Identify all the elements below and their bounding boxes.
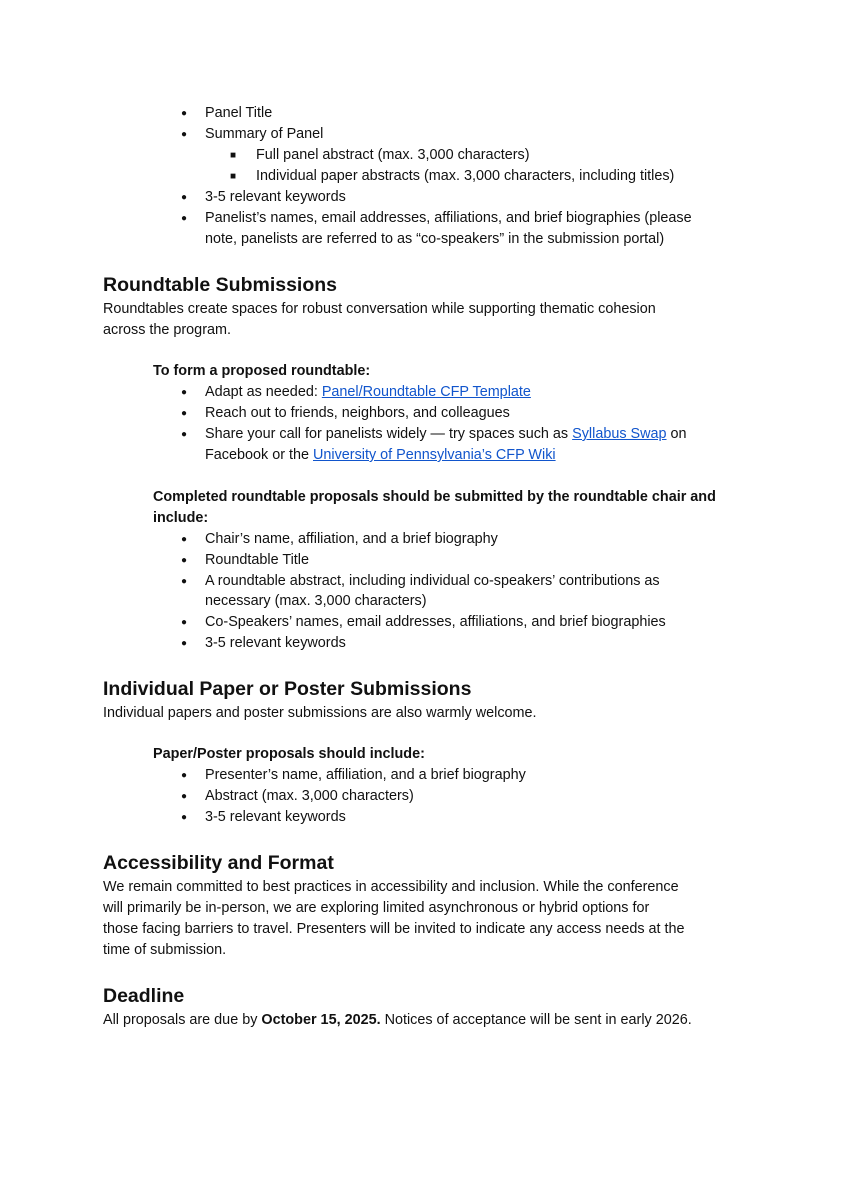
subheading: Paper/Poster proposals should include: xyxy=(153,746,425,762)
upenn-cfp-wiki-link[interactable]: University of Pennsylvania’s CFP Wiki xyxy=(313,447,556,463)
list-item: Panel Title xyxy=(205,105,273,121)
section-heading: Roundtable Submissions xyxy=(103,274,338,296)
list-item-text: on xyxy=(666,426,687,442)
paragraph-line xyxy=(103,1010,692,1031)
bullet-icon: ● xyxy=(181,192,188,203)
bullet-icon: ● xyxy=(181,408,188,419)
syllabus-swap-link[interactable]: Syllabus Swap xyxy=(572,426,667,442)
list-item: Reach out to friends, neighbors, and colleagues xyxy=(205,405,510,421)
list-item: Presenter’s name, affiliation, and a brief biography xyxy=(205,767,526,783)
subheading: Completed roundtable proposals should be submitted by the roundtable chair and xyxy=(153,489,716,505)
bullet-icon: ● xyxy=(181,129,188,140)
bullet-icon: ● xyxy=(181,429,188,440)
deadline-date: October 15, 2025. xyxy=(261,1012,381,1028)
list-item: Abstract (max. 3,000 characters) xyxy=(205,788,414,804)
list-item: Roundtable Title xyxy=(205,552,310,568)
bullet-icon: ● xyxy=(181,812,188,823)
paragraph-line: Roundtables create spaces for robust conversation while supporting thematic cohesion xyxy=(103,301,656,317)
paragraph-line: Individual papers and poster submissions are also warmly welcome. xyxy=(103,705,537,721)
square-bullet-icon: ■ xyxy=(230,171,237,182)
list-item: A roundtable abstract, including individual co-speakers’ contributions as xyxy=(205,573,660,589)
square-bullet-icon: ■ xyxy=(230,150,237,161)
sub-list-item: Full panel abstract (max. 3,000 characters) xyxy=(256,147,530,163)
list-item-continuation xyxy=(205,445,556,466)
list-item xyxy=(205,424,687,445)
sub-list-item: Individual paper abstracts (max. 3,000 characters, including titles) xyxy=(256,168,675,184)
list-item xyxy=(205,382,531,403)
list-item: 3-5 relevant keywords xyxy=(205,809,346,825)
subheading: To form a proposed roundtable: xyxy=(153,363,371,379)
deadline-text: Notices of acceptance will be sent in early 2026. xyxy=(380,1012,692,1028)
bullet-icon: ● xyxy=(181,108,188,119)
bullet-icon: ● xyxy=(181,555,188,566)
bullet-icon: ● xyxy=(181,791,188,802)
list-item: Co-Speakers’ names, email addresses, affiliations, and brief biographies xyxy=(205,614,666,630)
list-item: 3-5 relevant keywords xyxy=(205,189,346,205)
list-item: Panelist’s names, email addresses, affiliations, and brief biographies (please xyxy=(205,210,692,226)
bullet-icon: ● xyxy=(181,387,188,398)
bullet-icon: ● xyxy=(181,534,188,545)
list-item: Summary of Panel xyxy=(205,126,324,142)
bullet-icon: ● xyxy=(181,576,188,587)
paragraph-line: will primarily be in-person, we are exploring limited asynchronous or hybrid options for xyxy=(103,900,650,916)
subheading: include: xyxy=(153,510,209,526)
section-heading: Deadline xyxy=(103,985,185,1007)
paragraph-line: We remain committed to best practices in accessibility and inclusion. While the conference xyxy=(103,879,679,895)
list-item-text: Adapt as needed: xyxy=(205,384,322,400)
section-heading: Individual Paper or Poster Submissions xyxy=(103,678,472,700)
deadline-text: All proposals are due by xyxy=(103,1012,262,1028)
paragraph-line: those facing barriers to travel. Presenters will be invited to indicate any access needs at the xyxy=(103,921,685,937)
list-item-continuation: note, panelists are referred to as “co-speakers” in the submission portal) xyxy=(205,231,665,247)
paragraph-line: across the program. xyxy=(103,322,231,338)
bullet-icon: ● xyxy=(181,617,188,628)
bullet-icon: ● xyxy=(181,638,188,649)
list-item: 3-5 relevant keywords xyxy=(205,635,346,651)
bullet-icon: ● xyxy=(181,213,188,224)
bullet-icon: ● xyxy=(181,770,188,781)
cfp-template-link[interactable]: Panel/Roundtable CFP Template xyxy=(321,384,531,400)
paragraph-line: time of submission. xyxy=(103,942,227,958)
list-item: Chair’s name, affiliation, and a brief biography xyxy=(205,531,498,547)
list-item-text: Share your call for panelists widely — try spaces such as xyxy=(205,426,573,442)
section-heading: Accessibility and Format xyxy=(103,852,334,874)
list-item-text: Facebook or the xyxy=(205,447,313,463)
list-item-continuation: necessary (max. 3,000 characters) xyxy=(205,593,427,609)
